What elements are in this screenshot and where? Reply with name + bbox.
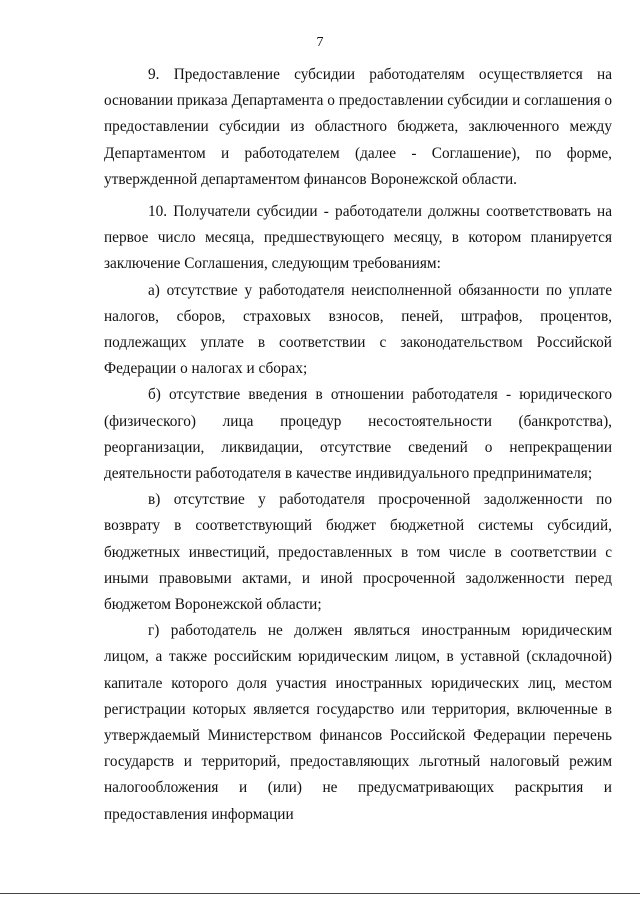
paragraph-10: 10. Получатели субсидии - работодатели должны соответствовать на первое число месяца, предшествующего месяцу, в котором планируется заключение Соглашения, следующим требованиям: bbox=[104, 203, 612, 273]
paragraph-10-b: б) отсутствие введения в отношении работодателя - юридического (физического) лица процедур несостоятельности (банкротства), реорганизации, ликвидации, отсутствие сведений о непрекращении деятельности работодателя в качестве индивидуального предпринимателя; bbox=[104, 386, 612, 483]
paragraph-10-a: а) отсутствие у работодателя неисполненной обязанности по уплате налогов, сборов, страховых взносов, пеней, штрафов, процентов, подлежащих уплате в соответствии с законодательством Российской Федерации о налогах и сборах; bbox=[104, 281, 612, 378]
page-number: 7 bbox=[316, 35, 324, 50]
document-body bbox=[104, 62, 612, 828]
page-bottom-edge bbox=[0, 893, 640, 894]
paragraph-9: 9. Предоставление субсидии работодателям осуществляется на основании приказа Департамента о предоставлении субсидии и соглашения о предоставлении субсидии из областного бюджета, заключенного между Департаментом и работодателем (далее - Соглашение), по форме, утвержденной департаментом финансов Воронежской области. bbox=[104, 66, 612, 188]
paragraph-10-g: г) работодатель не должен являться иностранным юридическим лицом, а также российским юридическим лицом, в уставной (складочной) капитале которого доля участия иностранных юридических лиц, местом регистрации которых является государство или территория, включенные в утверждаемый Министерством финансов Российской Федерации перечень государств и территорий, предоставляющих льготный налоговый режим налогообложения и (или) не предусматривающих раскрытия и предоставления информации bbox=[104, 622, 612, 823]
paragraph-10-v: в) отсутствие у работодателя просроченной задолженности по возврату в соответствующий бюджет бюджетной системы субсидий, бюджетных инвестиций, предоставленных в том числе в соответствии с иными правовыми актами, и иной просроченной задолженности перед бюджетом Воронежской области; bbox=[104, 491, 612, 614]
